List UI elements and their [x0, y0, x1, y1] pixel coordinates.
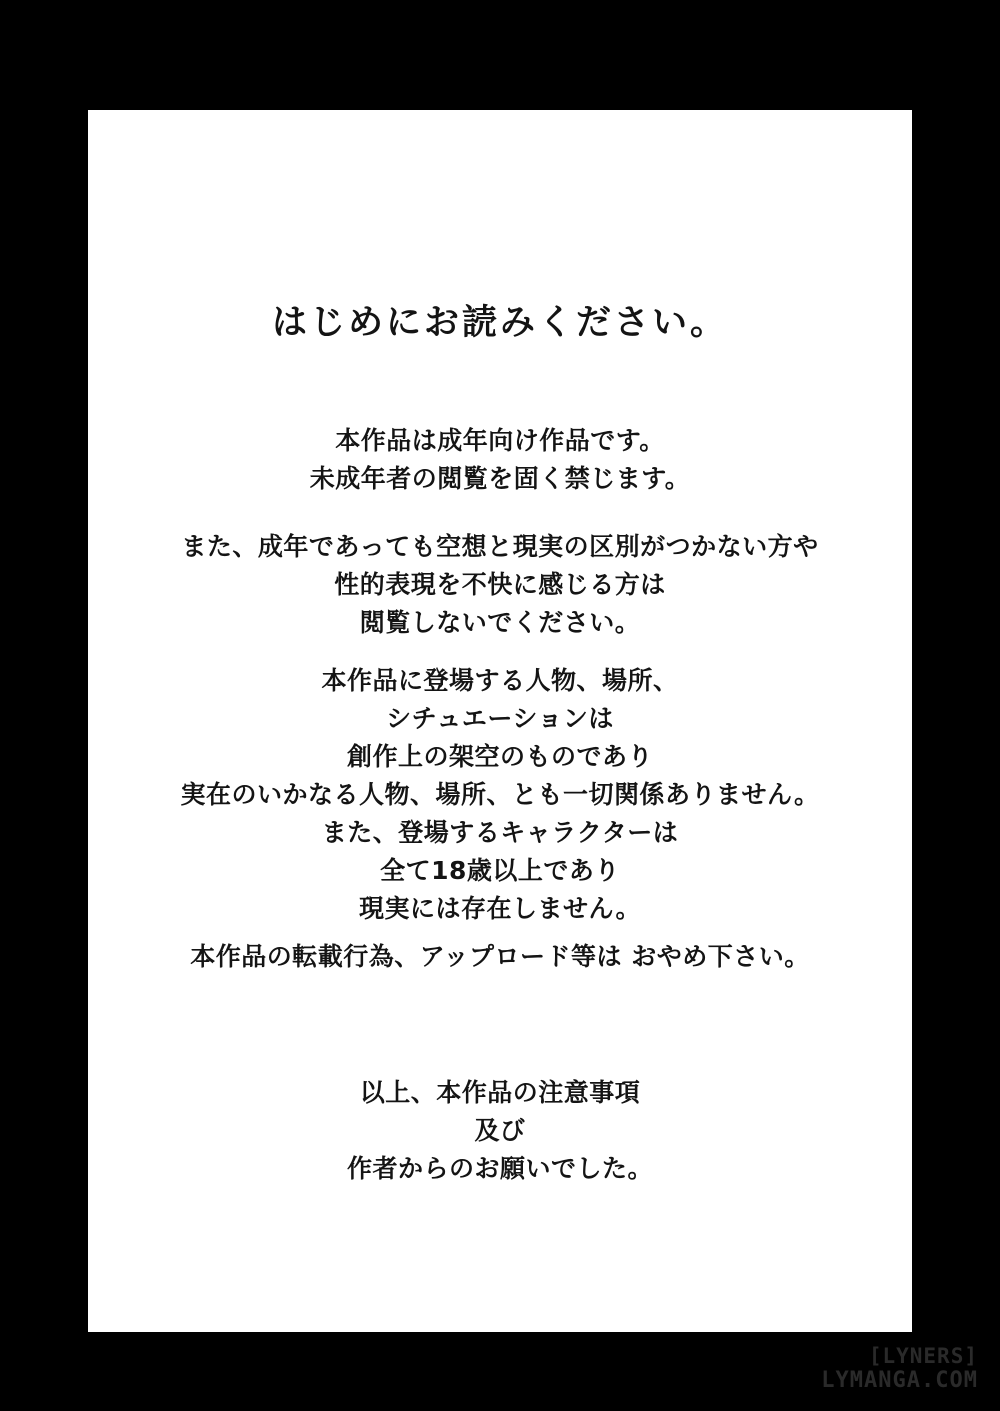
notice-line: 現実には存在しません。: [358, 894, 641, 923]
notice-content: [88, 110, 912, 1332]
notice-line: 実在のいかなる人物、場所、とも一切関係ありません。: [180, 780, 820, 809]
notice-line: 閲覧しないでください。: [359, 608, 641, 637]
notice-line: 本作品は成年向け作品です。: [335, 426, 665, 455]
notice-line: 本作品の転載行為、アップロード等は おやめ下さい。: [190, 942, 810, 971]
watermark: [821, 1344, 978, 1393]
watermark-group-name: [LYNERS]: [868, 1343, 978, 1368]
notice-paragraph-viewing-warning: [88, 528, 912, 642]
notice-line: 全て18歳以上であり: [380, 856, 620, 885]
notice-paragraph-closing: [88, 1074, 912, 1188]
notice-paragraph-fiction-disclaimer: [88, 662, 912, 928]
notice-title: はじめにお読みください。: [271, 303, 728, 343]
notice-paragraph-age-restriction: [88, 422, 912, 498]
notice-line: 以上、本作品の注意事項: [359, 1078, 641, 1107]
notice-paragraph-no-reupload: [88, 938, 912, 976]
notice-paper: [88, 110, 912, 1332]
notice-line: 本作品に登場する人物、場所、: [321, 666, 679, 695]
notice-line: 作者からのお願いでした。: [346, 1154, 653, 1183]
notice-line: シチュエーションは: [386, 704, 614, 733]
notice-line: 未成年者の閲覧を固く禁じます。: [309, 464, 691, 493]
notice-line: また、登場するキャラクターは: [321, 818, 679, 847]
notice-line: 及び: [474, 1116, 526, 1145]
notice-line: 創作上の架空のものであり: [346, 742, 653, 771]
notice-line: 性的表現を不快に感じる方は: [334, 570, 666, 599]
notice-line: また、成年であっても空想と現実の区別がつかない方や: [181, 532, 819, 561]
watermark-site-name: LYMANGA.COM: [821, 1367, 978, 1393]
